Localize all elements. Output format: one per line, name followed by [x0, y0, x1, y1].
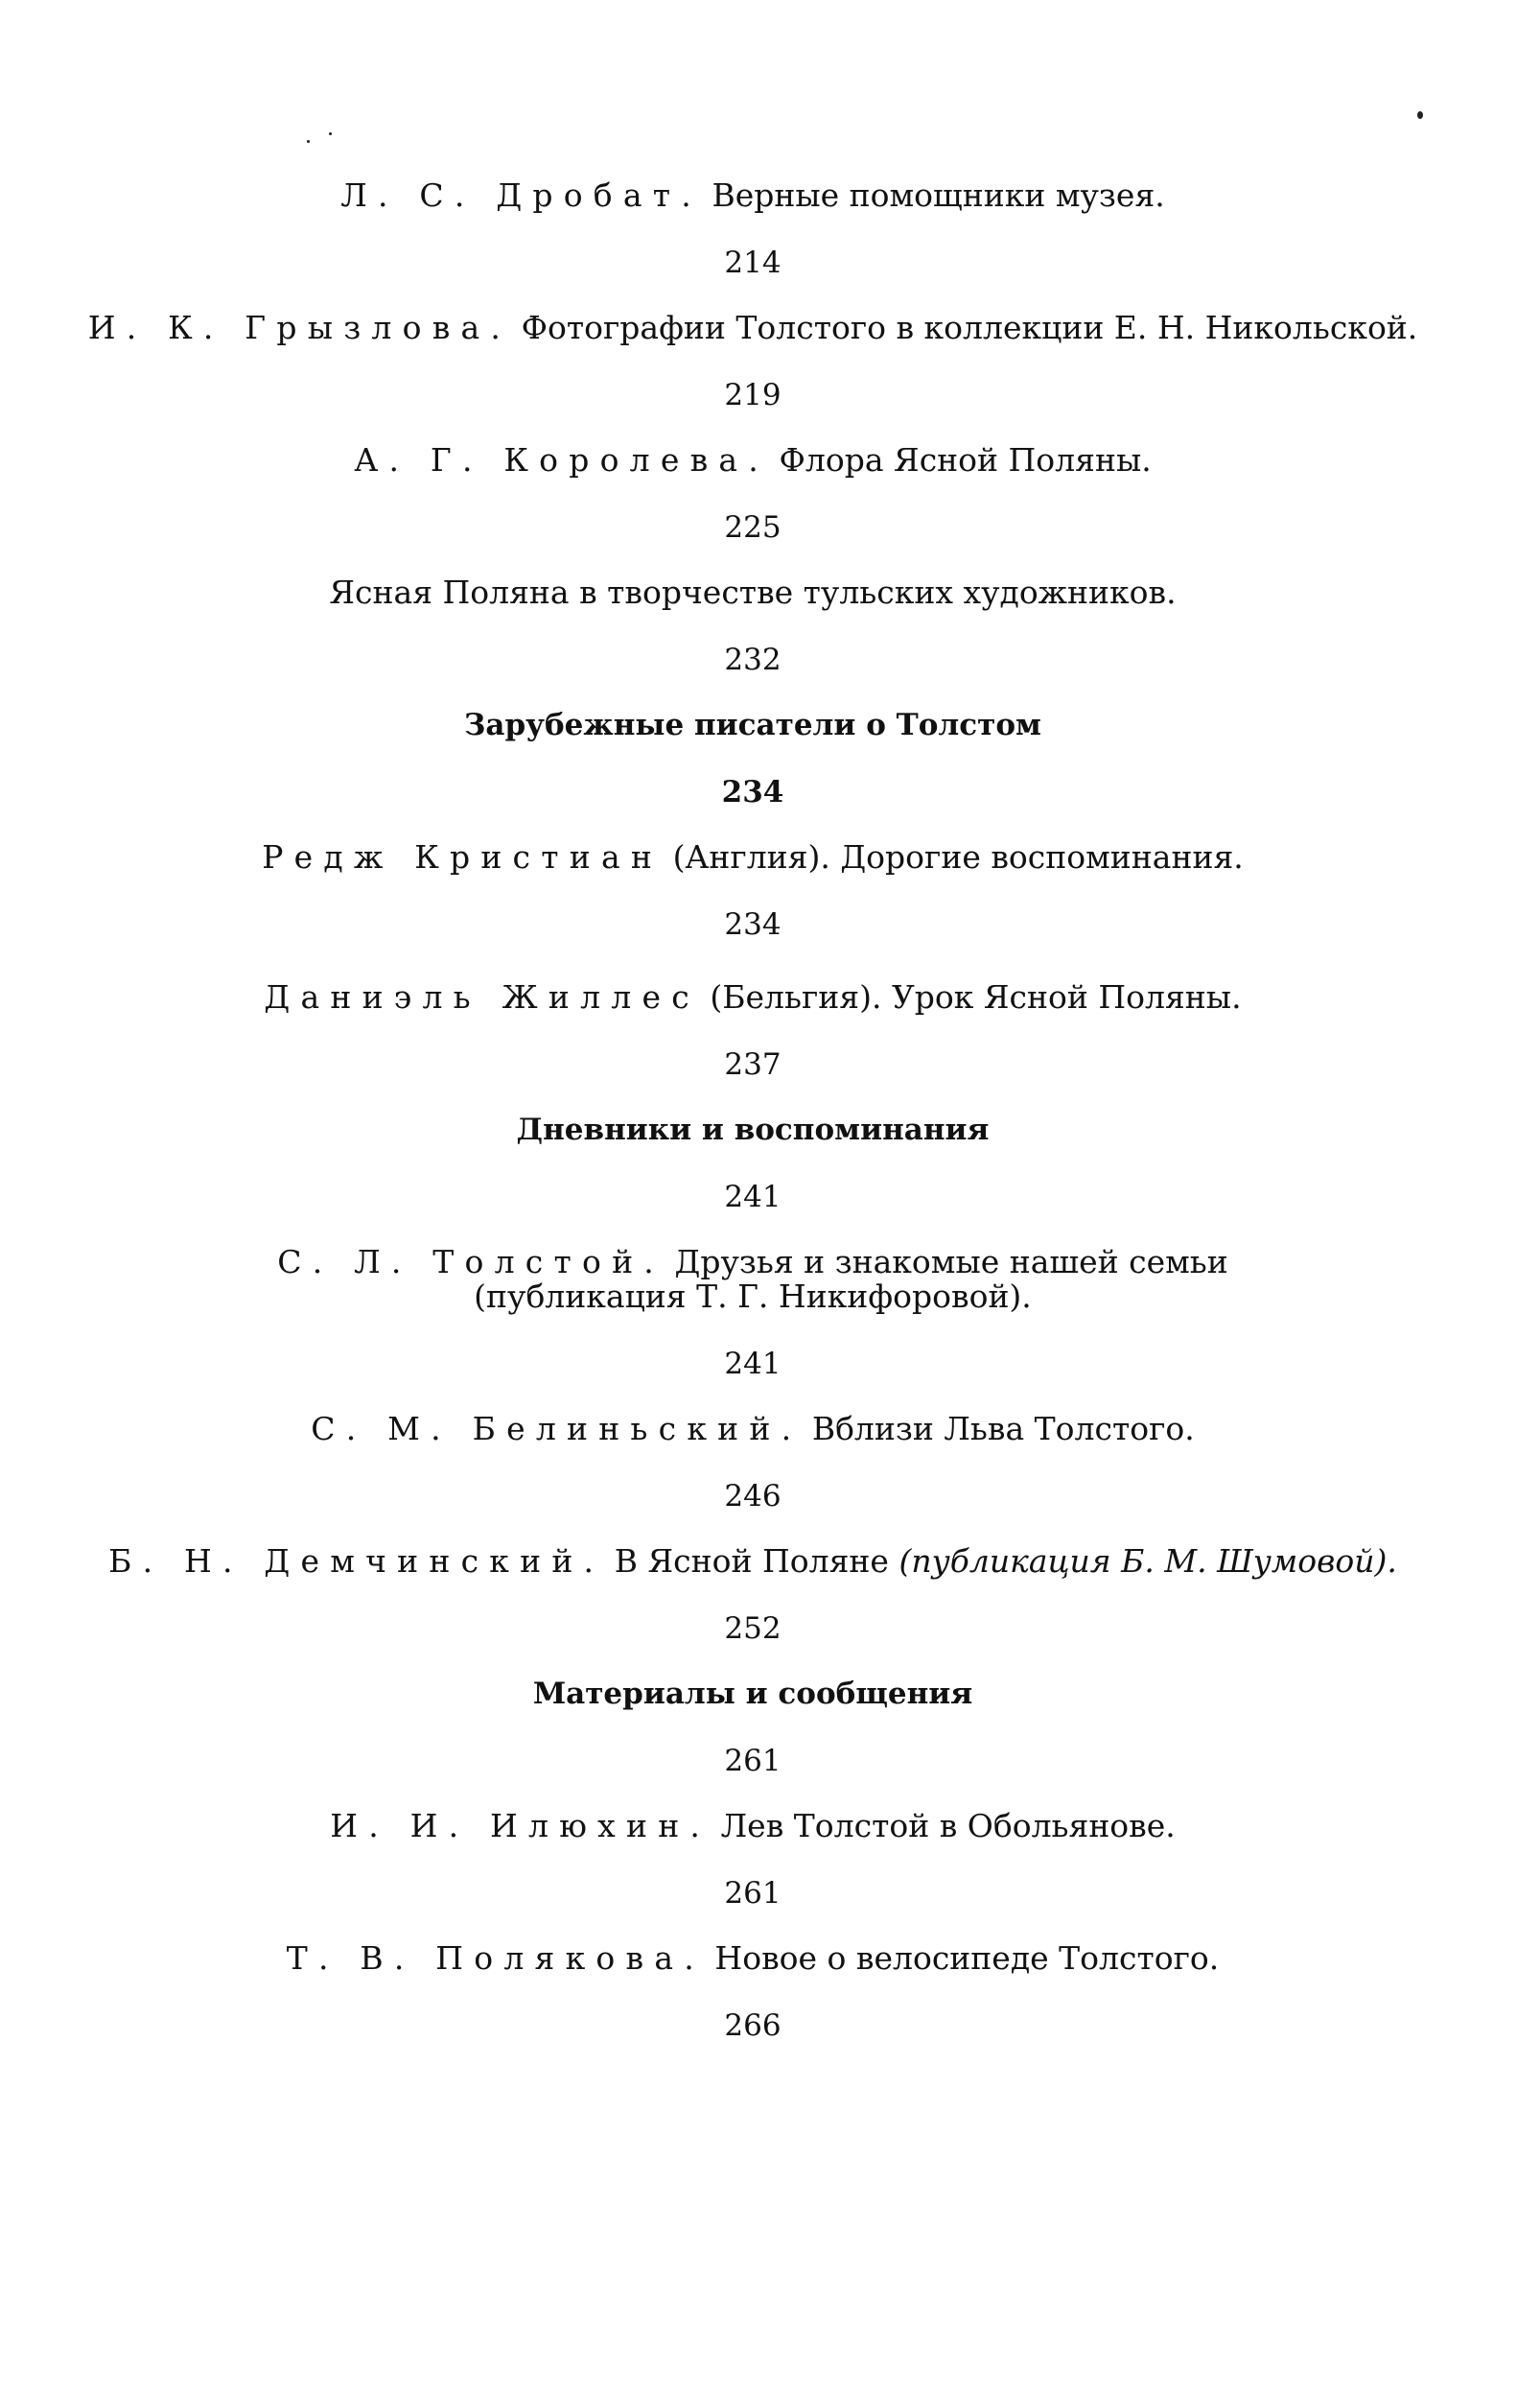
entry-page-number: 237	[724, 1047, 782, 1082]
entry-title: Новое о велосипеде Толстого.	[714, 1939, 1220, 1977]
toc-entry	[329, 575, 1176, 610]
entry-publication-note: (публикация Б. М. Шумовой).	[898, 1542, 1397, 1580]
entry-title: Лев Толстой в Обольянове.	[720, 1807, 1176, 1844]
section-page-number: 241	[724, 1180, 782, 1214]
entry-author: Б. Н. Демчинский.	[108, 1542, 605, 1580]
entry-title: Верные помощники музея.	[712, 176, 1165, 214]
scan-speck	[307, 140, 310, 143]
section-heading: Дневники и воспоминания	[516, 1113, 990, 1147]
toc-entry	[340, 178, 1165, 213]
entry-author: С. Л. Толстой.	[277, 1243, 665, 1280]
scan-speck	[329, 132, 332, 135]
entry-title: Ясная Поляна в творчестве тульских художников.	[329, 574, 1177, 611]
section-heading: Зарубежные писатели о Толстом	[464, 708, 1041, 742]
entry-page-number: 246	[724, 1479, 782, 1513]
entry-title: (Англия). Дорогие воспоминания.	[672, 838, 1244, 876]
entry-title: Флора Ясной Поляны.	[779, 441, 1152, 479]
section-page-number: 261	[724, 1744, 782, 1778]
entry-page-number: 214	[724, 246, 782, 280]
table-of-contents	[0, 178, 1505, 2074]
toc-entry	[277, 1245, 1228, 1314]
toc-entry	[311, 1412, 1194, 1446]
entry-page-number: 219	[724, 378, 782, 412]
entry-page-number: 234	[724, 907, 782, 942]
entry-author: И. И. Илюхин.	[330, 1807, 712, 1844]
entry-page-number: 232	[724, 643, 782, 677]
toc-entry	[108, 1544, 1397, 1579]
entry-title: (Бельгия). Урок Ясной Поляны.	[710, 978, 1242, 1016]
entry-author: Л. С. Дробат.	[340, 176, 702, 214]
entry-page-number: 241	[724, 1347, 782, 1381]
toc-entry	[287, 1941, 1220, 1976]
entry-author: Редж Кристиан	[262, 838, 664, 876]
toc-entry	[264, 980, 1241, 1015]
section-page-number: 234	[721, 775, 784, 809]
entry-page-number: 266	[724, 2008, 782, 2043]
entry-page-number: 252	[724, 1611, 782, 1646]
toc-entry	[354, 443, 1151, 478]
entry-author: Т. В. Полякова.	[286, 1939, 705, 1977]
entry-title: Вблизи Льва Толстого.	[811, 1410, 1195, 1447]
entry-page-number: 225	[724, 510, 782, 545]
entry-title-continued: (публикация Т. Г. Никифоровой).	[474, 1278, 1032, 1315]
entry-title: В Ясной Поляне	[614, 1542, 889, 1580]
entry-author: С. М. Белиньский.	[311, 1410, 803, 1447]
entry-author: А. Г. Королева.	[354, 441, 770, 479]
entry-title: Фотографии Толстого в коллекции Е. Н. Никольской.	[521, 309, 1418, 346]
entry-author: Даниэль Жиллес	[264, 978, 700, 1016]
entry-page-number: 261	[724, 1876, 782, 1911]
toc-entry	[330, 1809, 1176, 1843]
scan-speck	[1417, 111, 1423, 119]
section-heading: Материалы и сообщения	[532, 1677, 973, 1711]
entry-author: И. К. Грызлова.	[87, 309, 512, 346]
toc-entry	[262, 840, 1244, 875]
toc-entry	[88, 311, 1418, 345]
entry-title: Друзья и знакомые нашей семьи	[674, 1243, 1228, 1280]
